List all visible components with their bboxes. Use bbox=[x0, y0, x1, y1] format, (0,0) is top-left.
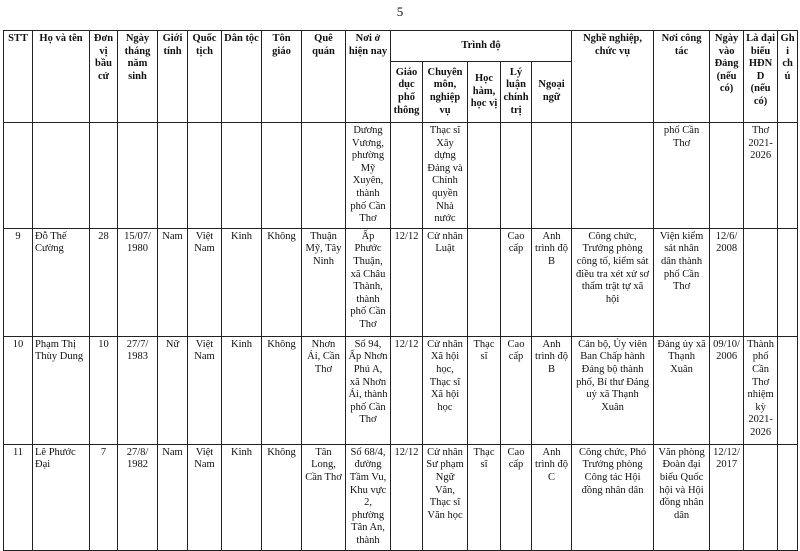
cell-language bbox=[532, 123, 572, 229]
cell-gender: Nữ bbox=[158, 336, 188, 444]
cell-professional: Cử nhân Xã hội học, Thạc sĩ Xã hội học bbox=[423, 336, 468, 444]
cell-language: Anh trình độ B bbox=[532, 336, 572, 444]
cell-hometown: Thuận Mỹ, Tây Ninh bbox=[302, 228, 346, 336]
cell-party-date: 12/6/ 2008 bbox=[710, 228, 744, 336]
cell-nationality: Việt Nam bbox=[188, 228, 222, 336]
cell-hometown bbox=[302, 123, 346, 229]
header-dob: Ngày tháng năm sinh bbox=[118, 31, 158, 123]
cell-political: Cao cấp bbox=[501, 336, 532, 444]
cell-academic: Thạc sĩ bbox=[468, 336, 501, 444]
cell-occupation: Cán bộ, Ủy viên Ban Chấp hành Đảng bộ thành phố, Bí thư Đảng uỷ xã Thạnh Xuân bbox=[572, 336, 654, 444]
cell-workplace: Văn phòng Đoàn đại biểu Quốc hội và Hội đồng nhân dân bbox=[654, 444, 710, 550]
cell-professional: Thạc sĩ Xây dựng Đảng và Chính quyền Nhà nước bbox=[423, 123, 468, 229]
header-political: Lý luận chính trị bbox=[501, 62, 532, 123]
header-language: Ngoại ngữ bbox=[532, 62, 572, 123]
cell-general-edu: 12/12 bbox=[391, 336, 423, 444]
cell-ethnicity: Kinh bbox=[222, 228, 262, 336]
cell-ethnicity bbox=[222, 123, 262, 229]
cell-language: Anh trình độ B bbox=[532, 228, 572, 336]
cell-academic bbox=[468, 228, 501, 336]
cell-religion: Không bbox=[262, 228, 302, 336]
cell-council-delegate: Thành phố Cần Thơ nhiệm kỳ 2021-2026 bbox=[744, 336, 778, 444]
cell-note bbox=[778, 336, 798, 444]
candidate-table bbox=[3, 30, 798, 551]
cell-gender: Nam bbox=[158, 444, 188, 550]
page-number: 5 bbox=[396, 4, 404, 19]
header-gender: Giới tính bbox=[158, 31, 188, 123]
cell-name bbox=[33, 123, 90, 229]
header-nationality: Quốc tịch bbox=[188, 31, 222, 123]
cell-academic: Thạc sĩ bbox=[468, 444, 501, 550]
cell-name: Phạm Thị Thùy Dung bbox=[33, 336, 90, 444]
cell-hometown: Nhơn Ái, Cần Thơ bbox=[302, 336, 346, 444]
table-row bbox=[4, 228, 798, 336]
header-hometown: Quê quán bbox=[302, 31, 346, 123]
cell-religion bbox=[262, 123, 302, 229]
header-education: Trình độ bbox=[391, 31, 572, 62]
cell-note bbox=[778, 123, 798, 229]
cell-dob bbox=[118, 123, 158, 229]
cell-party-date: 09/10/ 2006 bbox=[710, 336, 744, 444]
cell-occupation bbox=[572, 123, 654, 229]
cell-hometown: Tân Long, Cần Thơ bbox=[302, 444, 346, 550]
header-workplace: Nơi công tác bbox=[654, 31, 710, 123]
cell-name: Đỗ Thế Cường bbox=[33, 228, 90, 336]
header-professional: Chuyên môn, nghiệp vụ bbox=[423, 62, 468, 123]
header-note: Ghi chú bbox=[778, 31, 798, 123]
cell-unit: 10 bbox=[90, 336, 118, 444]
cell-stt: 10 bbox=[4, 336, 33, 444]
cell-language: Anh trình độ C bbox=[532, 444, 572, 550]
header-residence: Nơi ở hiện nay bbox=[346, 31, 391, 123]
cell-residence: Số 94, Ấp Nhơn Phú A, xã Nhơn Ái, thành phố Cần Thơ bbox=[346, 336, 391, 444]
cell-religion: Không bbox=[262, 444, 302, 550]
cell-professional: Cử nhân Luật bbox=[423, 228, 468, 336]
header-stt: STT bbox=[4, 31, 33, 123]
cell-general-edu: 12/12 bbox=[391, 228, 423, 336]
header-occupation: Nghề nghiệp, chức vụ bbox=[572, 31, 654, 123]
header-council-delegate: Là đại biểu HĐND (nếu có) bbox=[744, 31, 778, 123]
cell-stt bbox=[4, 123, 33, 229]
cell-party-date bbox=[710, 123, 744, 229]
cell-nationality bbox=[188, 123, 222, 229]
cell-workplace: phố Cần Thơ bbox=[654, 123, 710, 229]
cell-dob: 27/8/ 1982 bbox=[118, 444, 158, 550]
cell-note bbox=[778, 444, 798, 550]
cell-unit bbox=[90, 123, 118, 229]
cell-workplace: Viện kiểm sát nhân dân thành phố Cần Thơ bbox=[654, 228, 710, 336]
cell-stt: 11 bbox=[4, 444, 33, 550]
cell-unit: 28 bbox=[90, 228, 118, 336]
cell-political bbox=[501, 123, 532, 229]
table-row bbox=[4, 444, 798, 550]
header-academic: Học hàm, học vị bbox=[468, 62, 501, 123]
table-row bbox=[4, 336, 798, 444]
cell-name: Lê Phước Đại bbox=[33, 444, 90, 550]
cell-note bbox=[778, 228, 798, 336]
cell-unit: 7 bbox=[90, 444, 118, 550]
header-general-edu: Giáo dục phổ thông bbox=[391, 62, 423, 123]
table-row bbox=[4, 123, 798, 229]
cell-dob: 15/07/ 1980 bbox=[118, 228, 158, 336]
cell-ethnicity: Kinh bbox=[222, 336, 262, 444]
cell-nationality: Việt Nam bbox=[188, 336, 222, 444]
header-ethnicity: Dân tộc bbox=[222, 31, 262, 123]
cell-party-date: 12/12/ 2017 bbox=[710, 444, 744, 550]
cell-gender: Nam bbox=[158, 228, 188, 336]
cell-stt: 9 bbox=[4, 228, 33, 336]
header-party-date: Ngày vào Đảng (nếu có) bbox=[710, 31, 744, 123]
cell-general-edu bbox=[391, 123, 423, 229]
cell-religion: Không bbox=[262, 336, 302, 444]
cell-workplace: Đảng ủy xã Thạnh Xuân bbox=[654, 336, 710, 444]
cell-residence: Ấp Phước Thuận, xã Châu Thành, thành phố Cần Thơ bbox=[346, 228, 391, 336]
header-unit: Đơn vị bầu cử bbox=[90, 31, 118, 123]
cell-gender bbox=[158, 123, 188, 229]
cell-council-delegate: Thơ 2021-2026 bbox=[744, 123, 778, 229]
cell-residence: Số 68/4, đường Tầm Vu, Khu vực 2, phường Tân An, thành bbox=[346, 444, 391, 550]
cell-academic bbox=[468, 123, 501, 229]
cell-general-edu: 12/12 bbox=[391, 444, 423, 550]
cell-political: Cao cấp bbox=[501, 444, 532, 550]
cell-dob: 27/7/ 1983 bbox=[118, 336, 158, 444]
header-religion: Tôn giáo bbox=[262, 31, 302, 123]
cell-ethnicity: Kinh bbox=[222, 444, 262, 550]
cell-council-delegate bbox=[744, 228, 778, 336]
cell-council-delegate bbox=[744, 444, 778, 550]
header-name: Họ và tên bbox=[33, 31, 90, 123]
cell-nationality: Việt Nam bbox=[188, 444, 222, 550]
cell-political: Cao cấp bbox=[501, 228, 532, 336]
cell-professional: Cử nhân Sư phạm Ngữ Văn, Thạc sĩ Văn học bbox=[423, 444, 468, 550]
cell-occupation: Công chức, Trưởng phòng công tố, kiểm sát điều tra xét xử sơ thẩm trật tự xã hội bbox=[572, 228, 654, 336]
cell-occupation: Công chức, Phó Trưởng phòng Công tác Hội đồng nhân dân bbox=[572, 444, 654, 550]
cell-residence: Dương Vương, phường Mỹ Xuyên, thành phố Cần Thơ bbox=[346, 123, 391, 229]
